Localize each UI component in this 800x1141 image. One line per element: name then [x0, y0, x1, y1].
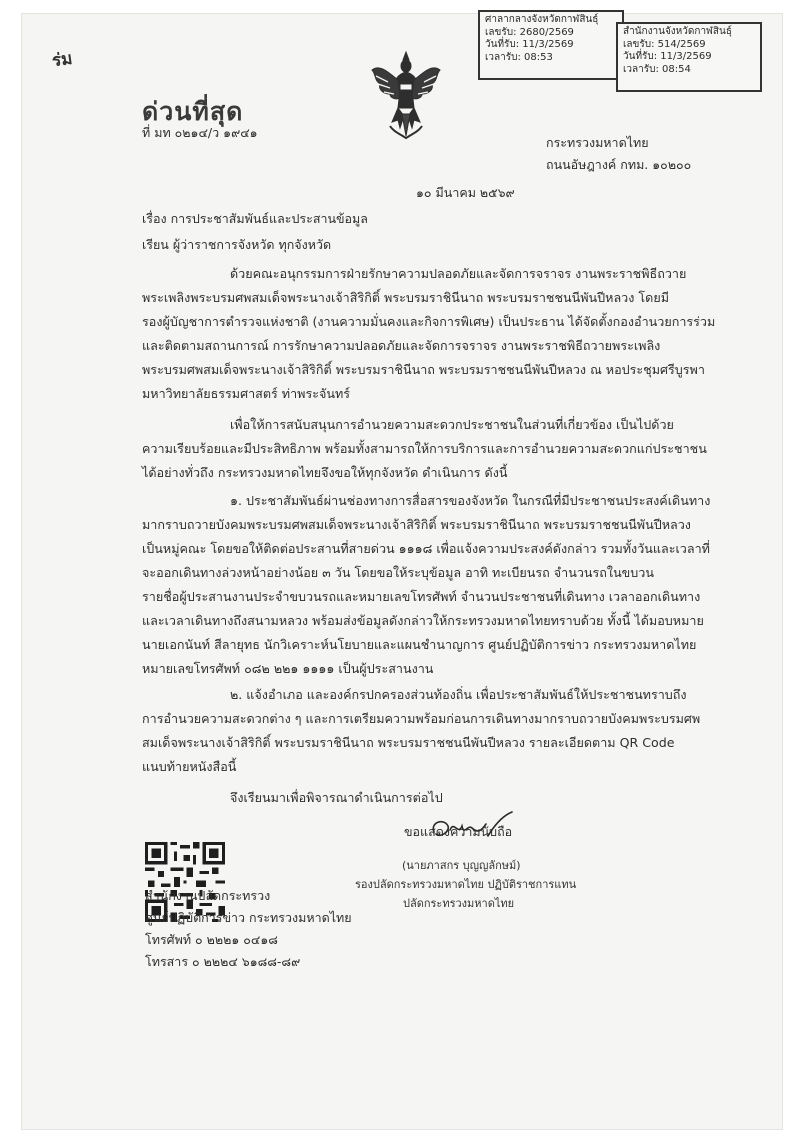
footer-center: ศูนย์ปฏิบัติการข่าว กระทรวงมหาดไทย [145, 910, 352, 925]
body-line: พระเพลิงพระบรมศพสมเด็จพระนางเจ้าสิริกิติ์ พระบรมราชินีนาถ พระบรมราชชนนีพันปีหลวง โดยมี [142, 290, 670, 305]
urgency-label: ด่วนที่สุด [142, 97, 244, 126]
stamp-receipt-no: เลขรับ: 514/2569 [623, 38, 706, 50]
body-line: รายชื่อผู้ประสานงานประจำขบวนรถและหมายเลขโทรศัพท์ จำนวนประชาชนที่เดินทาง เวลาออกเดินทาง [142, 589, 701, 604]
body-line: ได้อย่างทั่วถึง กระทรวงมหาดไทยจึงขอให้ทุกจังหวัด ดำเนินการ ดังนี้ [142, 465, 508, 480]
signatory-on-behalf: ปลัดกระทรวงมหาดไทย [403, 897, 515, 910]
body-line: ๑. ประชาสัมพันธ์ผ่านช่องทางการสื่อสารของจังหวัด ในกรณีที่มีประชาชนประสงค์เดินทาง [230, 493, 711, 508]
stamp-office: ศาลากลางจังหวัดกาฬสินธุ์ [485, 14, 599, 25]
salutation-line: เรียน ผู้ว่าราชการจังหวัด ทุกจังหวัด [142, 237, 332, 252]
receipt-stamp-provincial-office [616, 22, 762, 92]
body-line: หมายเลขโทรศัพท์ ๐๘๒ ๒๒๑ ๑๑๑๑ เป็นผู้ประสานงาน [142, 661, 434, 676]
sender-ministry: กระทรวงมหาดไทย [546, 135, 649, 150]
body-line: ความเรียบร้อยและมีประสิทธิภาพ พร้อมทั้งสามารถให้การบริการและการอำนวยความสะดวกแก่ประชาชน [142, 441, 707, 456]
stamp-receipt-no: เลขรับ: 2680/2569 [485, 26, 574, 38]
body-line: เป็นหมู่คณะ โดยขอให้ติดต่อประสานที่สายด่วน ๑๑๑๘ เพื่อแจ้งความประสงค์ดังกล่าว รวมทั้งวันและเวลาที่ [142, 541, 710, 556]
sender-address: ถนนอัษฎางค์ กทม. ๑๐๒๐๐ [546, 157, 692, 172]
document-date: ๑๐ มีนาคม ๒๕๖๙ [416, 185, 515, 200]
body-line: มากราบถวายบังคมพระบรมศพสมเด็จพระนางเจ้าสิริกิติ์ พระบรมราชินีนาถ พระบรมราชชนนีพันปีหลวง [142, 517, 691, 532]
stamp-receipt-date: วันที่รับ: 11/3/2569 [485, 39, 574, 50]
closing-line: ขอแสดงความนับถือ [404, 824, 513, 839]
body-line: มหาวิทยาลัยธรรมศาสตร์ ท่าพระจันทร์ [142, 386, 351, 401]
stamp-office: สำนักงานจังหวัดกาฬสินธุ์ [623, 26, 732, 37]
body-line: นายเอกนันท์ สีลายุทธ นักวิเคราะห์นโยบายและแผนชำนาญการ ศูนย์ปฏิบัติการข่าว กระทรวงมหาดไทย [142, 637, 697, 652]
body-line: และเวลาเดินทางถึงสนามหลวง พร้อมส่งข้อมูลดังกล่าวให้กระทรวงมหาดไทยทราบด้วย ทั้งนี้ ได้มอบหมาย [142, 613, 704, 628]
signatory-name: (นายภาสกร บุญญลักษม์) [402, 859, 521, 872]
body-line: แนบท้ายหนังสือนี้ [142, 759, 237, 774]
footer-phone: โทรศัพท์ ๐ ๒๒๒๑ ๐๔๑๘ [145, 932, 278, 947]
footer-fax: โทรสาร ๐ ๒๒๒๔ ๖๑๘๘-๘๙ [145, 954, 301, 969]
stamp-receipt-time: เวลารับ: 08:53 [485, 51, 553, 63]
receipt-stamp-provincial-hall [478, 10, 624, 80]
body-line: ด้วยคณะอนุกรรมการฝ่ายรักษาความปลอดภัยและจัดการจราจร งานพระราชพิธีถวาย [230, 266, 687, 281]
subject-line: เรื่อง การประชาสัมพันธ์และประสานข้อมูล [142, 211, 368, 226]
body-line: รองผู้บัญชาการตำรวจแห่งชาติ (งานความมั่นคงและกิจการพิเศษ) เป็นประธาน ได้จัดตั้งกองอำนวยการร่วม [142, 314, 716, 329]
body-line: จะออกเดินทางล่วงหน้าอย่างน้อย ๓ วัน โดยขอให้ระบุข้อมูล อาทิ ทะเบียนรถ จำนวนรถในขบวน [142, 565, 654, 580]
body-line: ๒. แจ้งอำเภอ และองค์กรปกครองส่วนท้องถิ่น เพื่อประชาสัมพันธ์ให้ประชาชนทราบถึง [230, 687, 687, 702]
body-line: เพื่อให้การสนับสนุนการอำนวยความสะดวกประชาชนในส่วนที่เกี่ยวข้อง เป็นไปด้วย [230, 417, 674, 432]
body-line: การอำนวยความสะดวกต่าง ๆ และการเตรียมความพร้อมก่อนการเดินทางมากราบถวายบังคมพระบรมศพ [142, 711, 701, 726]
signature-scribble [428, 806, 528, 856]
document-number: ที่ มท ๐๒๑๔/ว ๑๙๔๑ [142, 125, 258, 140]
stamp-receipt-date: วันที่รับ: 11/3/2569 [623, 51, 712, 62]
body-line: สมเด็จพระนางเจ้าสิริกิติ์ พระบรมราชินีนาถ พระบรมราชชนนีพันปีหลวง รายละเอียดตาม QR Code [142, 735, 675, 750]
footer-office: สำนักงานปลัดกระทรวง [145, 888, 271, 903]
signatory-title: รองปลัดกระทรวงมหาดไทย ปฏิบัติราชการแทน [355, 878, 577, 891]
handwritten-note: ร่ม [50, 48, 74, 72]
body-line: จึงเรียนมาเพื่อพิจารณาดำเนินการต่อไป [230, 790, 443, 805]
stamp-receipt-time: เวลารับ: 08:54 [623, 63, 691, 75]
body-line: พระบรมศพสมเด็จพระนางเจ้าสิริกิติ์ พระบรมราชินีนาถ พระบรมราชชนนีพันปีหลวง ณ หอประชุมศรีบูรพา [142, 362, 705, 377]
garuda-emblem-icon [368, 50, 444, 142]
body-line: และติดตามสถานการณ์ การรักษาความปลอดภัยและจัดการจราจร งานพระราชพิธีถวายพระเพลิง [142, 338, 661, 353]
